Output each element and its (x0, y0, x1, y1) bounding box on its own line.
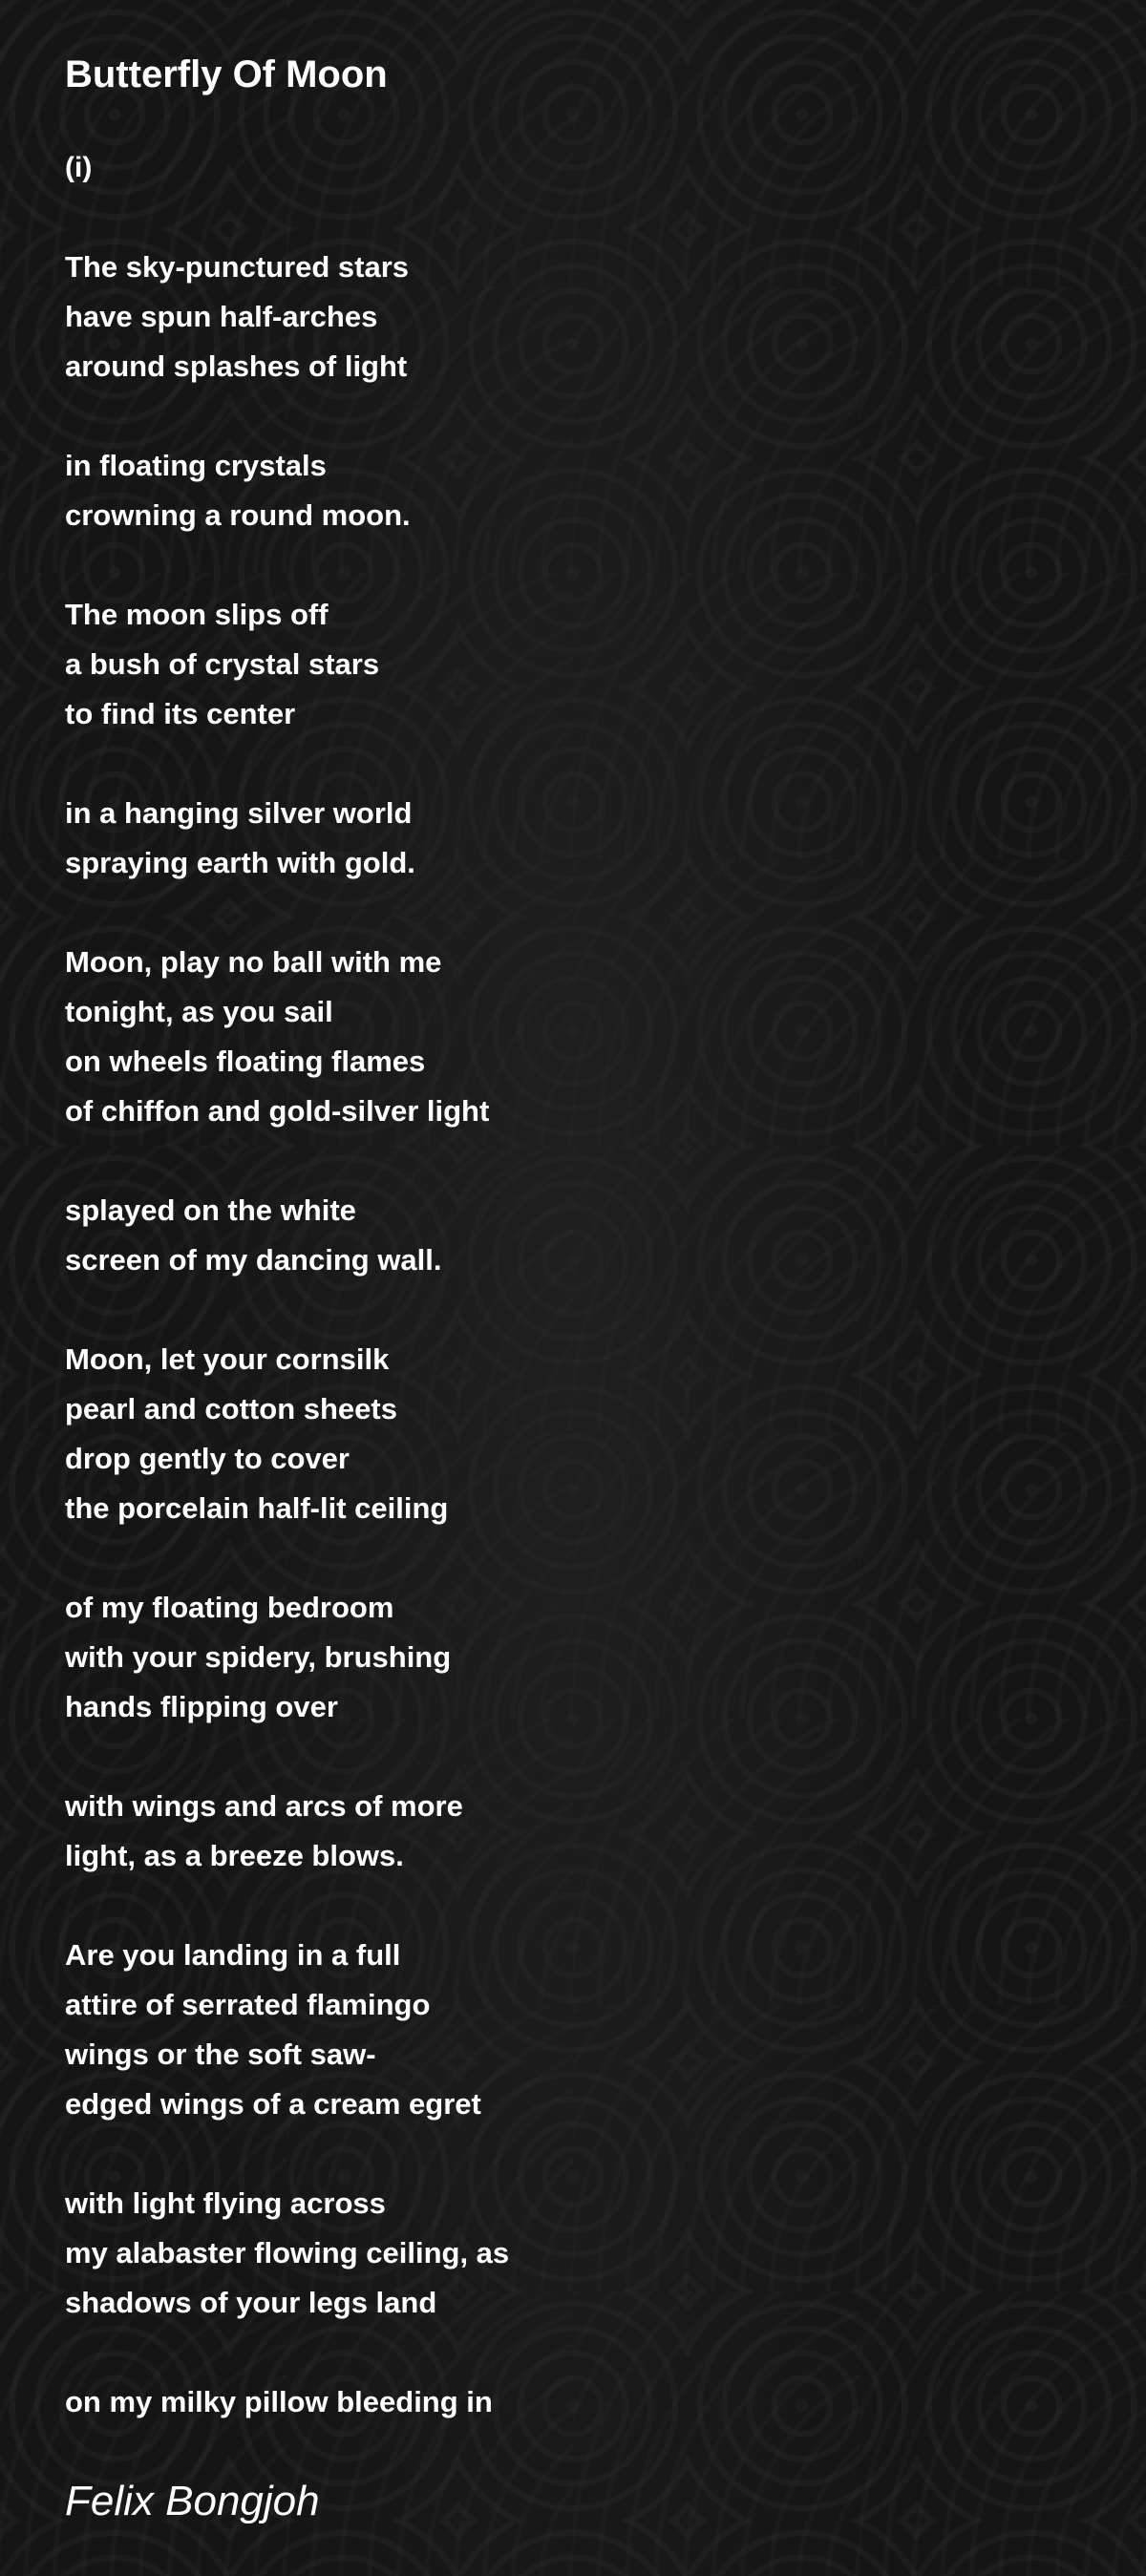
poem-line: Moon, play no ball with me (65, 945, 442, 979)
poem-line: to find its center (65, 697, 296, 730)
poem-line: the porcelain half-lit ceiling (65, 1491, 449, 1525)
poem-line: of my floating bedroom (65, 1591, 394, 1624)
poem-line: around splashes of light (65, 349, 408, 383)
stanza (65, 1335, 1077, 1533)
poem-line: of chiffon and gold-silver light (65, 1094, 490, 1128)
stanza (65, 1186, 1077, 1285)
stanza (65, 243, 1077, 391)
stanza (65, 441, 1077, 540)
poem-line: spraying earth with gold. (65, 846, 415, 879)
poem-line: drop gently to cover (65, 1442, 350, 1475)
stanza (65, 938, 1077, 1136)
poem-line: with light flying across (65, 2186, 386, 2220)
poem-line: shadows of your legs land (65, 2286, 437, 2319)
poem-line: screen of my dancing wall. (65, 1243, 442, 1277)
poem-line: on my milky pillow bleeding in (65, 2385, 493, 2418)
poem-line: wings or the soft saw- (65, 2038, 376, 2071)
stanza (65, 2377, 1077, 2427)
poem-line: light, as a breeze blows. (65, 1839, 404, 1872)
poem-line: a bush of crystal stars (65, 647, 380, 681)
poem-line: tonight, as you sail (65, 995, 333, 1028)
poem-line: Moon, let your cornsilk (65, 1342, 390, 1376)
stanza (65, 789, 1077, 888)
section-marker: (i) (65, 152, 93, 183)
poem-line: my alabaster flowing ceiling, as (65, 2236, 510, 2270)
poem-line: edged wings of a cream egret (65, 2087, 481, 2121)
stanza (65, 1583, 1077, 1732)
poem-line: splayed on the white (65, 1193, 356, 1227)
poem-line: pearl and cotton sheets (65, 1392, 397, 1425)
stanza (65, 2179, 1077, 2328)
poem-body (65, 243, 1077, 2427)
poem-line: The sky-punctured stars (65, 250, 410, 284)
poem-line: in floating crystals (65, 449, 327, 482)
poem-line: with your spidery, brushing (65, 1640, 452, 1674)
stanza (65, 590, 1077, 739)
poem-line: The moon slips off (65, 598, 329, 631)
poem-line: with wings and arcs of more (65, 1789, 463, 1823)
poem-line: have spun half-arches (65, 300, 378, 333)
stanza (65, 1782, 1077, 1881)
poem-container (65, 48, 1077, 2427)
poem-line: attire of serrated flamingo (65, 1988, 431, 2021)
poem-title: Butterfly Of Moon (65, 53, 388, 95)
poem-line: on wheels floating flames (65, 1045, 426, 1078)
poem-line: hands flipping over (65, 1690, 338, 1723)
poem-line: in a hanging silver world (65, 796, 413, 830)
author-name: Felix Bongjoh (65, 2478, 320, 2524)
poem-line: Are you landing in a full (65, 1938, 401, 1972)
poem-line: crowning a round moon. (65, 498, 411, 532)
stanza (65, 1931, 1077, 2129)
